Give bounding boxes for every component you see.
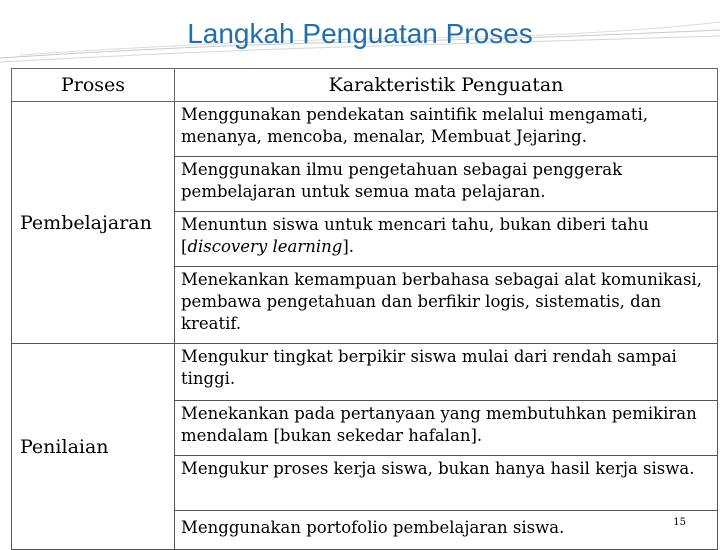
page-title: Langkah Penguatan Proses: [187, 18, 533, 49]
process-table: [11, 68, 718, 550]
table-cell: Menekankan kemampuan berbahasa sebagai alat komunikasi, pembawa pengetahuan dan berfikir logis, sistematis, dan kreatif.: [175, 267, 718, 344]
table-row: [12, 102, 718, 157]
table-cell-discovery: [175, 212, 718, 267]
table-header-row: [12, 69, 718, 102]
page-number: 15: [673, 517, 686, 528]
table-row: [12, 344, 718, 401]
table-cell: Menekankan pada pertanyaan yang membutuhkan pemikiran mendalam [bukan sekedar hafalan].: [175, 401, 718, 456]
header-proses: Proses: [12, 69, 175, 102]
table-cell: Menggunakan ilmu pengetahuan sebagai penggerak pembelajaran untuk semua mata pelajaran.: [175, 157, 718, 212]
table-cell: Menggunakan pendekatan saintifik melalui mengamati, menanya, mencoba, menalar, Membuat Jejaring.: [175, 102, 718, 157]
bracket-open: [: [181, 237, 188, 256]
table-cell: Mengukur proses kerja siswa, bukan hanya hasil kerja siswa.: [175, 456, 718, 511]
discovery-learning-term: discovery learning: [187, 237, 343, 256]
table-cell: Mengukur tingkat berpikir siswa mulai dari rendah sampai tinggi.: [175, 344, 718, 401]
table-cell: Menggunakan portofolio pembelajaran siswa.: [175, 511, 718, 550]
bracket-close: ].: [342, 237, 355, 256]
header-karakteristik: Karakteristik Penguatan: [175, 69, 718, 102]
group-label-penilaian: Penilaian: [12, 344, 175, 550]
group-label-pembelajaran: Pembelajaran: [12, 102, 175, 344]
cell-text: Menuntun siswa untuk mencari tahu, bukan diberi tahu: [181, 215, 649, 234]
